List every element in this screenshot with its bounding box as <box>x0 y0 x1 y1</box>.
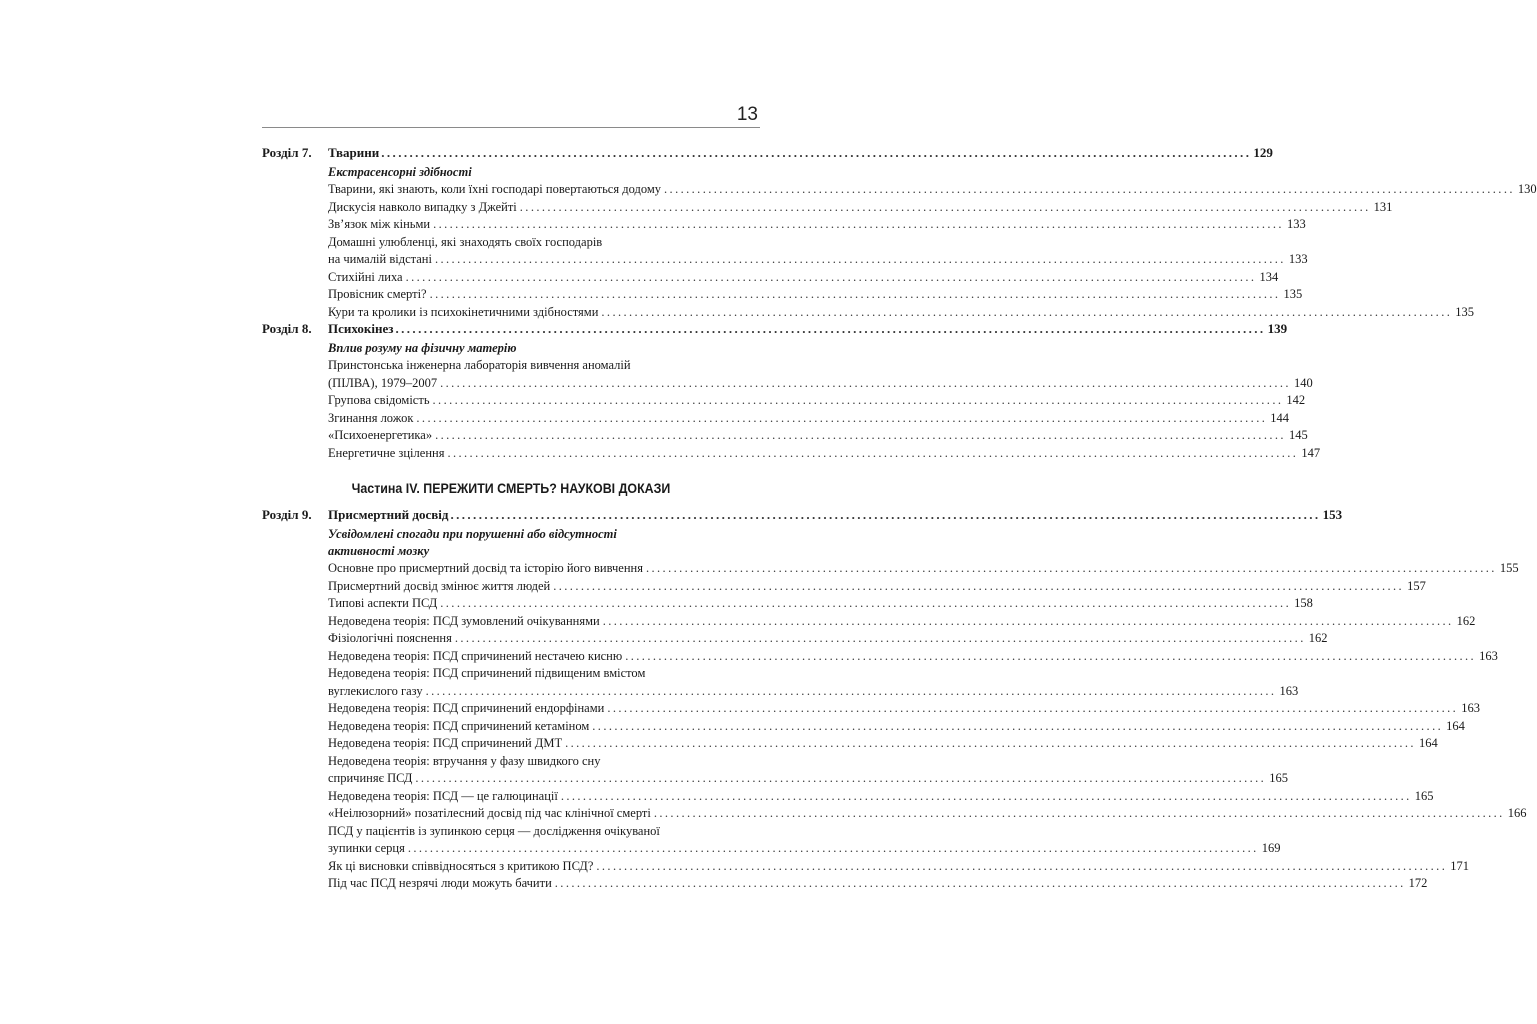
entry-page: 166 <box>1507 806 1527 820</box>
toc-entry[interactable] <box>328 304 1474 322</box>
toc-entry[interactable] <box>328 858 1469 876</box>
entry-page: 171 <box>1450 858 1469 873</box>
entry-title: спричиняє ПСД <box>328 771 413 785</box>
entry-title: Типові аспекти ПСД <box>328 596 438 610</box>
dot-leader: .......................................................................................................................................................... <box>429 287 1281 301</box>
chapter-title: Психокінез <box>328 321 394 336</box>
entry-title: Недоведена теорія: ПСД спричинений кетаміном <box>328 718 590 733</box>
toc-entry[interactable] <box>328 199 1393 217</box>
entry-title: Згинання ложок <box>328 410 414 425</box>
entry-title: вуглекислого газу <box>328 683 423 698</box>
entry-title: зупинки серця <box>328 841 405 855</box>
entry-page: 140 <box>1293 375 1313 390</box>
chapter-subtitle-text: Вплив розуму на фізичну матерію <box>328 341 517 355</box>
entry-title: Провісник смерті? <box>328 287 427 301</box>
toc-entry[interactable] <box>328 427 1308 445</box>
entry-page: 133 <box>1286 217 1306 231</box>
chapter-label: Розділ 7. <box>262 145 312 160</box>
entry-title: Недоведена теорія: ПСД спричинений ДМТ <box>328 736 563 750</box>
toc-entry[interactable] <box>328 234 1308 269</box>
entry-title: Під час ПСД незрячі люди можуть бачити <box>328 876 552 890</box>
toc-entry[interactable] <box>328 410 1290 428</box>
entry-page: 130 <box>1517 182 1537 196</box>
toc-entry[interactable] <box>328 753 1288 788</box>
chapter-subtitle-line2: активності мозку <box>328 544 430 558</box>
dot-leader: .......................................................................................................................................................... <box>454 631 1306 645</box>
entry-page: 142 <box>1286 393 1306 407</box>
chapter-subtitle <box>328 526 760 560</box>
entry-title-line1: Недоведена теорія: ПСД спричинений підвищеним вмістом <box>328 666 646 680</box>
part-title[interactable]: Частина IV. ПЕРЕЖИТИ СМЕРТЬ? НАУКОВІ ДОКАЗИ <box>351 481 671 496</box>
entry-title: «Неілюзорний» позатілесний досвід під час клінічної смерті <box>328 806 651 820</box>
chapter-subtitle <box>328 340 760 357</box>
entry-page: 133 <box>1288 252 1308 266</box>
toc-entry[interactable] <box>328 665 1299 700</box>
entry-title: Як ці висновки співвідносяться з критикою ПСД? <box>328 858 594 873</box>
dot-leader: .......................................................................................................................................................... <box>425 683 1277 698</box>
toc-entry[interactable] <box>328 613 1476 631</box>
toc-entry[interactable] <box>328 805 1527 823</box>
entry-page: 145 <box>1288 428 1308 442</box>
chapter-subtitle-text: Екстрасенсорні здібності <box>328 165 472 179</box>
entry-title: Групова свідомість <box>328 393 430 407</box>
entry-page: 162 <box>1456 613 1476 628</box>
entry-page: 134 <box>1259 269 1279 284</box>
entry-page: 163 <box>1461 701 1480 715</box>
dot-leader: .......................................................................................................................................................... <box>565 736 1416 750</box>
entry-page: 172 <box>1408 876 1428 890</box>
dot-leader: .......................................................................................................................................................... <box>653 806 1505 820</box>
toc-entry[interactable] <box>328 560 1519 578</box>
toc-entry[interactable] <box>328 823 1281 858</box>
dot-leader: .......................................................................................................................................................... <box>554 876 1406 890</box>
dot-leader: .......................................................................................................................................................... <box>664 182 1515 196</box>
entry-title: Кури та кролики із психокінетичними здібностями <box>328 304 599 319</box>
dot-leader: .......................................................................................................................................................... <box>645 561 1497 575</box>
dot-leader: .......................................................................................................................................................... <box>395 321 1266 336</box>
entry-page: 135 <box>1283 287 1303 301</box>
chapter-page: 129 <box>1253 145 1273 160</box>
header-rule <box>262 127 760 128</box>
entry-title: Фізіологічні пояснення <box>328 631 452 645</box>
table-of-contents <box>262 145 1537 893</box>
dot-leader: .......................................................................................................................................................... <box>601 304 1453 319</box>
entry-page: 163 <box>1479 648 1498 663</box>
dot-leader: .......................................................................................................................................................... <box>407 841 1259 855</box>
toc-entry[interactable] <box>328 181 1537 199</box>
toc-entry[interactable] <box>328 357 1313 392</box>
entry-title: Тварини, які знають, коли їхні господарі повертаються додому <box>328 182 662 196</box>
dot-leader: .......................................................................................................................................................... <box>553 578 1405 593</box>
entry-title: Недоведена теорія: ПСД — це галюцинації <box>328 788 558 803</box>
dot-leader: .......................................................................................................................................................... <box>440 375 1291 390</box>
dot-leader: .......................................................................................................................................................... <box>625 648 1477 663</box>
dot-leader: .......................................................................................................................................................... <box>433 217 1284 231</box>
dot-leader: .......................................................................................................................................................... <box>450 507 1321 522</box>
dot-leader: .......................................................................................................................................................... <box>416 410 1268 425</box>
entry-title: на чималій відстані <box>328 252 432 266</box>
toc-entry[interactable] <box>328 286 1303 304</box>
dot-leader: .......................................................................................................................................................... <box>432 393 1284 407</box>
entry-page: 158 <box>1294 596 1313 610</box>
entry-page: 169 <box>1261 841 1281 855</box>
entry-page: 131 <box>1373 199 1393 214</box>
page-number: 13 <box>736 104 758 125</box>
chapter-title: Присмертний досвід <box>328 507 449 522</box>
chapter-title: Тварини <box>328 145 380 160</box>
toc-entry[interactable] <box>328 445 1321 463</box>
entry-title: Енергетичне зцілення <box>328 445 445 460</box>
entry-page: 163 <box>1279 683 1299 698</box>
toc-entry[interactable] <box>328 648 1498 666</box>
toc-entry[interactable] <box>328 718 1465 736</box>
dot-leader: .......................................................................................................................................................... <box>415 771 1267 785</box>
chapter-subtitle-line1: Усвідомлені спогади при порушенні або відсутності <box>328 527 617 541</box>
entry-title: Недоведена теорія: ПСД спричинений нестачею кисню <box>328 648 623 663</box>
entry-title: (ПІЛВА), 1979–2007 <box>328 375 438 390</box>
dot-leader: .......................................................................................................................................................... <box>592 718 1444 733</box>
entry-title: Стихійні лиха <box>328 269 403 284</box>
entry-page: 165 <box>1414 788 1434 803</box>
entry-title: Основне про присмертний досвід та історію його вивчення <box>328 561 643 575</box>
dot-leader: .......................................................................................................................................................... <box>434 252 1286 266</box>
dot-leader: .......................................................................................................................................................... <box>381 145 1252 160</box>
entry-title: Недоведена теорія: ПСД спричинений ендорфінами <box>328 701 605 715</box>
dot-leader: .......................................................................................................................................................... <box>405 269 1257 284</box>
entry-page: 162 <box>1308 631 1328 645</box>
chapter-label: Розділ 8. <box>262 321 312 336</box>
entry-page: 164 <box>1446 718 1465 733</box>
dot-leader: .......................................................................................................................................................... <box>435 428 1286 442</box>
toc-entry[interactable] <box>328 269 1279 287</box>
chapter-heading[interactable] <box>262 321 1288 340</box>
toc-entry[interactable] <box>328 700 1480 718</box>
entry-page: 165 <box>1269 771 1288 785</box>
toc-entry[interactable] <box>328 875 1428 893</box>
entry-title: Присмертний досвід змінює життя людей <box>328 578 551 593</box>
chapter-subtitle <box>328 164 760 181</box>
entry-page: 144 <box>1270 410 1290 425</box>
entry-page: 155 <box>1499 561 1519 575</box>
chapter-heading[interactable] <box>262 507 1343 526</box>
toc-entry[interactable] <box>328 216 1306 234</box>
toc-entry[interactable] <box>328 788 1434 806</box>
entry-page: 147 <box>1301 445 1321 460</box>
toc-entry[interactable] <box>328 578 1426 596</box>
dot-leader: .......................................................................................................................................................... <box>519 199 1371 214</box>
entry-title: «Психоенергетика» <box>328 428 433 442</box>
entry-title: Дискусія навколо випадку з Джейті <box>328 199 517 214</box>
entry-title: Недоведена теорія: ПСД зумовлений очікуваннями <box>328 613 600 628</box>
dot-leader: .......................................................................................................................................................... <box>560 788 1412 803</box>
entry-title-line1: Недоведена теорія: втручання у фазу швидкого сну <box>328 753 601 768</box>
chapter-page: 139 <box>1267 321 1288 336</box>
entry-page: 164 <box>1418 736 1438 750</box>
toc-entry[interactable] <box>328 735 1438 753</box>
toc-entry[interactable] <box>328 595 1313 613</box>
chapter-label: Розділ 9. <box>262 507 312 522</box>
dot-leader: .......................................................................................................................................................... <box>607 701 1459 715</box>
toc-entry[interactable] <box>328 630 1328 648</box>
entry-title-line1: ПСД у пацієнтів із зупинкою серця — дослідження очікуваної <box>328 823 660 838</box>
chapter-page: 153 <box>1322 507 1343 522</box>
entry-title-line1: Домашні улюбленці, які знаходять своїх господарів <box>328 234 603 249</box>
dot-leader: .......................................................................................................................................................... <box>440 596 1292 610</box>
entry-title-line1: Принстонська інженерна лабораторія вивчення аномалій <box>328 358 631 372</box>
dot-leader: .......................................................................................................................................................... <box>602 613 1454 628</box>
entry-page: 157 <box>1407 578 1426 593</box>
chapter-heading[interactable] <box>262 145 1273 164</box>
entry-title: Зв’язок між кіньми <box>328 217 431 231</box>
toc-entry[interactable] <box>328 392 1306 410</box>
entry-page: 135 <box>1455 304 1474 319</box>
dot-leader: .......................................................................................................................................................... <box>596 858 1448 873</box>
dot-leader: .......................................................................................................................................................... <box>447 445 1299 460</box>
